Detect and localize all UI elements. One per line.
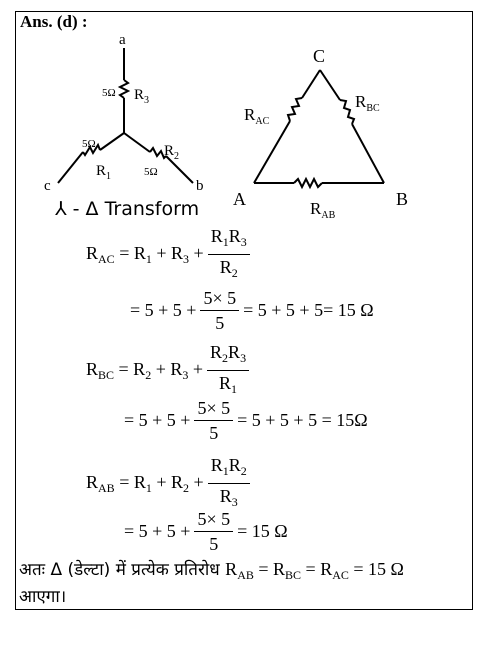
r3-value: 5Ω: [102, 87, 116, 99]
rab-evaluation: = 5 + 5 + $\frac{5\times 5}{5}$ = 15 Ω: [124, 509, 288, 554]
r3-name: $R_3$: [134, 87, 150, 106]
star-node-c: c: [44, 178, 51, 194]
delta-node-b: B: [396, 189, 409, 209]
rac-evaluation: = 5 + 5 + $\frac{5\times 5}{5}$ = 5 + 5 + 5= 15 Ω: [130, 288, 374, 333]
star-delta-figure: [0, 0, 504, 240]
r2-name: $R_2$: [164, 143, 180, 162]
answer-label: Ans. (d) :: [20, 12, 88, 31]
rab-label: $R_{AB}$: [310, 199, 336, 221]
conclusion-text: अतः Δ (डेल्टा) में प्रत्येक प्रतिरोध: [19, 560, 220, 580]
rab-equation: $R_{AB} = R_1 + R_2$ + $\frac{R_1R_2}{R_3}$: [86, 455, 254, 512]
r1-name: $R_1$: [96, 163, 112, 182]
conclusion-values: $R_{AB} = R_{BC} = R_{AC} = 15$ Ω: [225, 559, 404, 582]
rbc-label: $R_{BC}$: [355, 92, 380, 114]
rac-label: $R_{AC}$: [244, 105, 270, 127]
delta-network: [254, 70, 384, 187]
delta-node-c: C: [313, 46, 326, 66]
transform-caption: ⅄ - Δ Transform: [55, 198, 200, 220]
rac-equation: $R_{AC} = R_1 + R_3$ + $\frac{R_1R_3}{R_2}$: [86, 226, 254, 283]
delta-node-a: A: [233, 189, 246, 209]
conclusion: [19, 558, 471, 608]
rbc-evaluation: = 5 + 5 + $\frac{5\times 5}{5}$ = 5 + 5 + 5 = 15Ω: [124, 398, 368, 443]
r1-value: 5Ω: [82, 138, 96, 150]
r2-value: 5Ω: [144, 166, 158, 178]
star-node-b: b: [196, 178, 204, 194]
star-node-a: a: [119, 32, 126, 48]
conclusion-ending: आएगा।: [19, 587, 67, 607]
star-network: [58, 48, 193, 183]
rbc-equation: $R_{BC} = R_2 + R_3$ + $\frac{R_2R_3}{R_1}$: [86, 342, 253, 399]
